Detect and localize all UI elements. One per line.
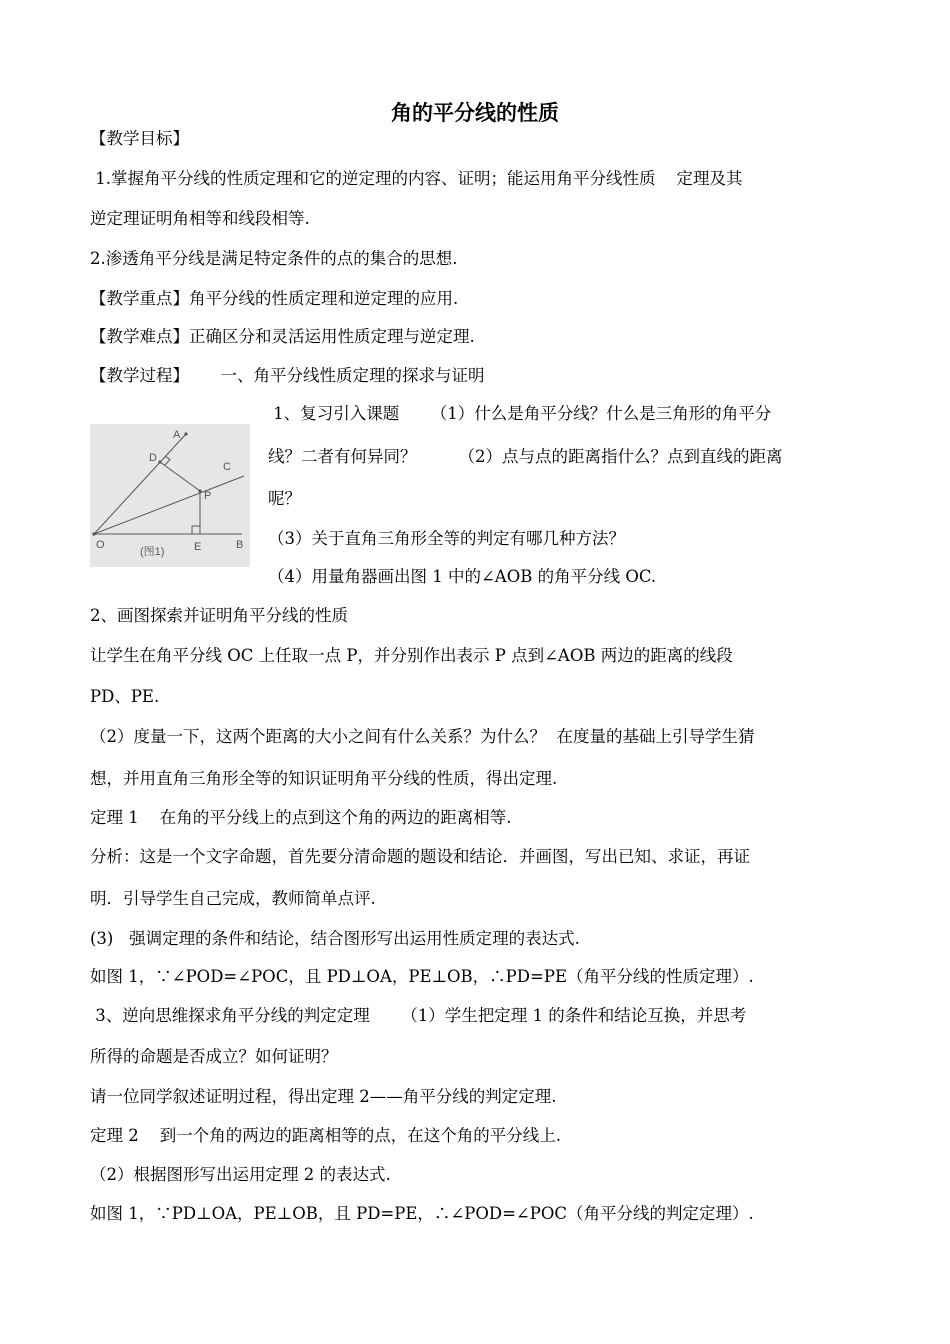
figure-caption: (图1): [140, 546, 165, 558]
segment-pd: [160, 462, 200, 491]
text-line: 【教学过程】 一、角平分线性质定理的探求与证明: [90, 366, 485, 385]
ray-oc: [94, 476, 244, 534]
point-o: [92, 532, 95, 535]
ray-oa: [94, 434, 186, 534]
text-line: 请一位同学叙述证明过程，得出定理 2——角平分线的判定定理.: [90, 1087, 557, 1106]
text-line: (3) 强调定理的条件和结论，结合图形写出运用性质定理的表达式.: [90, 929, 580, 948]
text-line: 如图 1，∵∠POD=∠POC，且 PD⊥OA，PE⊥OB，∴PD=PE（角平分线的性质定理）.: [90, 967, 754, 986]
label-a: A: [173, 429, 181, 441]
text-line: 3、逆向思维探求角平分线的判定定理 （1）学生把定理 1 的条件和结论互换，并思考: [90, 1006, 747, 1025]
figure-1: [90, 424, 250, 567]
text-line: 【教学难点】正确区分和灵活运用性质定理与逆定理.: [90, 327, 475, 346]
point-d: [158, 460, 161, 463]
page-title: 角的平分线的性质: [391, 101, 559, 125]
text-line: 2.渗透角平分线是满足特定条件的点的集合的思想.: [90, 249, 458, 268]
text-line: 所得的命题是否成立？如何证明？: [90, 1047, 338, 1066]
label-e: E: [194, 541, 202, 553]
text-line: （4）用量角器画出图 1 中的∠AOB 的角平分线 OC.: [268, 567, 657, 586]
text-line: 明．引导学生自己完成，教师简单点评.: [90, 889, 376, 908]
text-line: （3）关于直角三角形全等的判定有哪几种方法？: [268, 529, 625, 548]
text-line: PD、PE.: [90, 687, 160, 706]
right-angle-mark-d: [165, 456, 171, 466]
point-p: [198, 489, 201, 492]
label-b: B: [236, 539, 244, 551]
text-line: 2、画图探索并证明角平分线的性质: [90, 606, 348, 625]
angle-bisector-diagram: [90, 424, 250, 567]
label-c: C: [223, 461, 231, 473]
text-line: 呢？: [268, 489, 301, 508]
text-line: （2）度量一下，这两个距离的大小之间有什么关系？为什么？ 在度量的基础上引导学生猜: [90, 727, 755, 746]
text-line: 逆定理证明角相等和线段相等.: [90, 209, 310, 228]
text-line: 【教学重点】角平分线的性质定理和逆定理的应用.: [90, 289, 459, 308]
text-line: 定理 2 到一个角的两边的距离相等的点，在这个角的平分线上.: [90, 1126, 561, 1145]
text-line: 1、复习引入课题 （1）什么是角平分线？什么是三角形的角平分: [268, 404, 772, 423]
text-line: 想，并用直角三角形全等的知识证明角平分线的性质，得出定理.: [90, 769, 558, 788]
text-line: 让学生在角平分线 OC 上任取一点 P，并分别作出表示 P 点到∠AOB 两边的距离的线段: [90, 646, 733, 665]
text-line: 定理 1 在角的平分线上的点到这个角的两边的距离相等.: [90, 808, 512, 827]
text-line: 线？二者有何异同？ （2）点与点的距离指什么？点到直线的距离: [268, 447, 783, 466]
text-line: 【教学目标】: [90, 129, 189, 148]
right-angle-mark-e: [192, 526, 200, 534]
text-line: （2）根据图形写出运用定理 2 的表达式.: [90, 1165, 391, 1184]
point-a: [184, 432, 187, 435]
text-line: 如图 1，∵PD⊥OA，PE⊥OB，且 PD=PE，∴∠POD=∠POC（角平分线的判定定理）.: [90, 1204, 754, 1223]
label-d: D: [149, 452, 157, 464]
text-line: 分析：这是一个文字命题，首先要分清命题的题设和结论．并画图，写出已知、求证，再证: [90, 847, 750, 866]
label-p: P: [204, 490, 212, 502]
label-o: O: [96, 539, 105, 551]
text-line: 1.掌握角平分线的性质定理和它的逆定理的内容、证明；能运用角平分线性质 定理及其: [90, 169, 743, 188]
